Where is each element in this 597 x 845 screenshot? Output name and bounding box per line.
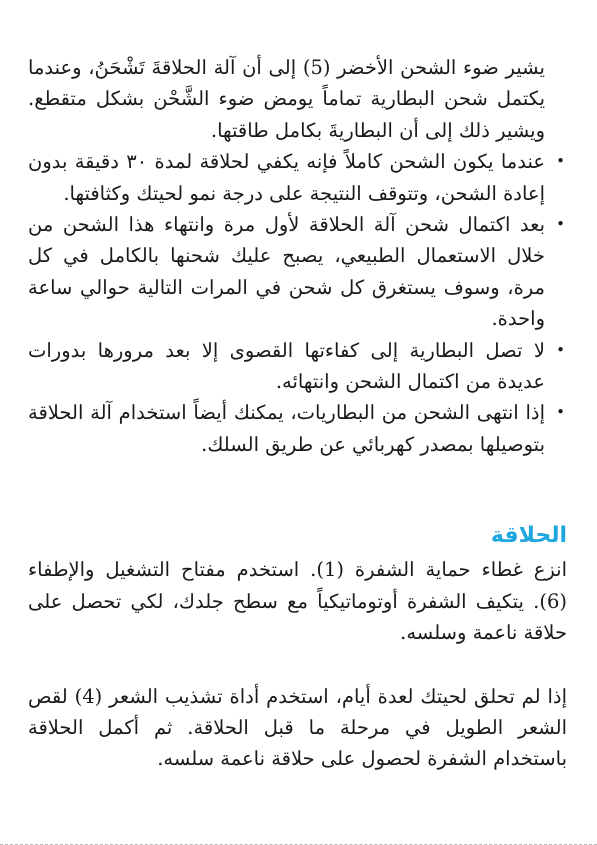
bullet-icon: •: [556, 403, 565, 422]
list-item-text: عندما يكون الشحن كاملاً فإنه يكفي لحلاقة لمدة ٣٠ دقيقة بدون إعادة الشحن، وتتوقف النتيجة على درجة نمو لحيتك وكثافتها.: [28, 150, 545, 205]
bullet-icon: •: [556, 340, 565, 359]
list-item-text: إذا انتهى الشحن من البطاريات، يمكنك أيضاً استخدام آلة الحلاقة بتوصيلها بمصدر كهربائي عن طريق السلك.: [28, 401, 545, 456]
list-item: [28, 335, 567, 398]
bullet-icon: •: [556, 215, 565, 234]
charging-notes-list: [28, 146, 567, 460]
list-item-text: بعد اكتمال شحن آلة الحلاقة لأول مرة وانتهاء هذا الشحن من خلال الاستعمال الطبيعي، يصبح عليك شحنها بالكامل في كل مرة، وسوف يستغرق كل شحن في المرات التالية حوالي ساعة واحدة.: [28, 213, 545, 331]
trimmer-paragraph: إذا لم تحلق لحيتك لعدة أيام، استخدم أداة تشذيب الشعر (4) لقص الشعر الطويل في مرحلة ما قبل الحلاقة. ثم أكمل الحلاقة باستخدام الشفرة لحصول على حلاقة ناعمة سلسه.: [28, 684, 567, 771]
bullet-icon: •: [556, 152, 565, 171]
list-item: [28, 146, 567, 209]
shaving-paragraph: انزع غطاء حماية الشفرة (1). استخدم مفتاح التشغيل والإطفاء (6). يتكيف الشفرة أوتوماتيكياً مع سطح جلدك، لكي تحصل على حلاقة ناعمة وسلسه.: [28, 558, 567, 645]
paragraph-spacer: [28, 649, 567, 681]
charging-indicator-paragraph: يشير ضوء الشحن الأخضر (5) إلى أن آلة الحلاقةَ تَشْحَنُ، وعندما يكتمل شحن البطارية تماماً يومض ضوء الشَّحْن بشكل متقطع. ويشير ذلك إلى أن البطاريةَ بكامل طاقتها.: [28, 56, 545, 142]
list-item: [28, 209, 567, 335]
section-title-shaving: الحلاقة: [490, 523, 567, 549]
document-page: [28, 52, 567, 775]
list-item: [28, 397, 567, 460]
list-item-text: لا تصل البطارية إلى كفاءتها القصوى إلا بعد مرورها بدورات عديدة من اكتمال الشحن وانتهائه.: [28, 338, 545, 394]
